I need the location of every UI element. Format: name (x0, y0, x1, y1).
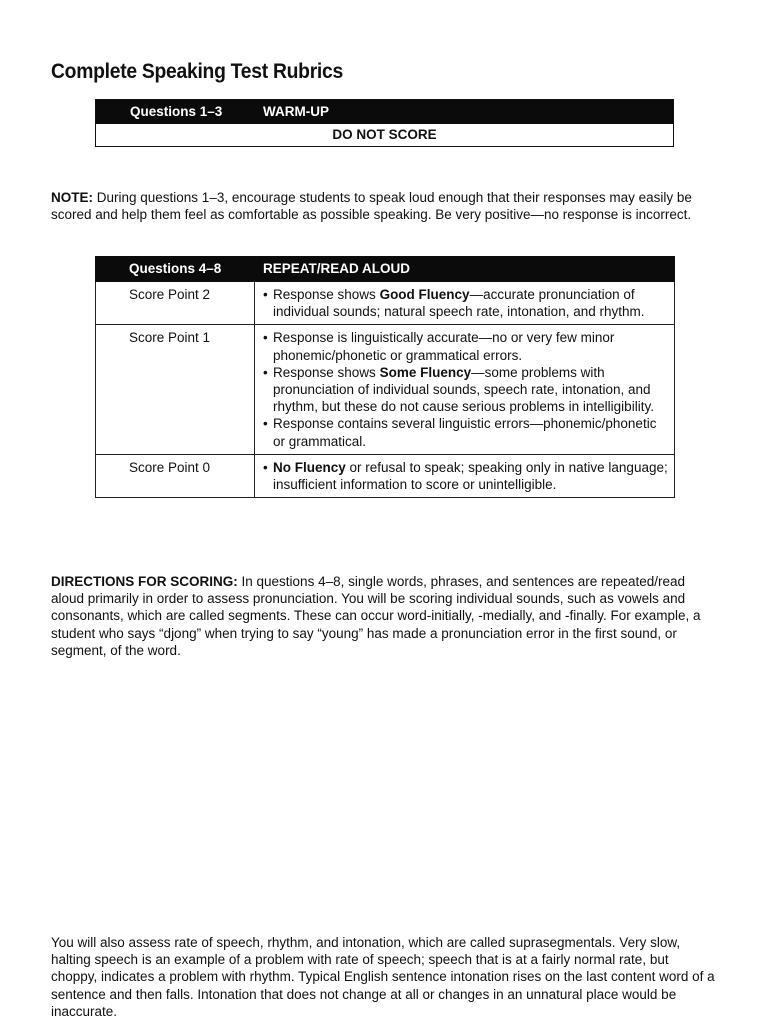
bullet-item (263, 364, 668, 416)
fluency-term: Good Fluency (379, 287, 470, 302)
bullet-item (263, 415, 668, 449)
page-title: Complete Speaking Test Rubrics (51, 60, 343, 83)
directions-lead: DIRECTIONS FOR SCORING: (51, 574, 238, 589)
rubric-header-row (96, 257, 675, 282)
rubric-header-task: REPEAT/READ ALOUD (255, 257, 675, 282)
rubric-row-score-0 (96, 454, 675, 497)
directions-text: In questions 4–8, single words, phrases, and sentences are repeated/read aloud primarily in order to assess pronunciation. You will be scoring individual sounds, such as vowels and consonants, which are called segments. These can occur word-initially, -medially, and -finally. For example, a student who says “djong” when trying to say “young” has made a pronunciation error in the first sound, or segment, of the word. (51, 574, 701, 658)
rubric-row-score-2 (96, 282, 675, 325)
rubric-header-questions: Questions 4–8 (96, 257, 255, 282)
bullet-item (263, 329, 668, 363)
bullet-text: Response shows (273, 287, 380, 302)
bullet-list (263, 459, 668, 493)
warmup-table (95, 99, 674, 147)
score-point-label: Score Point 0 (96, 454, 255, 497)
warmup-instruction: DO NOT SCORE (332, 127, 437, 142)
warmup-table-header (96, 100, 673, 124)
directions-paragraph (51, 573, 717, 659)
score-description (255, 325, 675, 454)
score-point-label: Score Point 1 (96, 325, 255, 454)
fluency-term: No Fluency (273, 459, 346, 475)
note-lead: NOTE: (51, 190, 93, 205)
score-description (255, 454, 675, 497)
fluency-term: Some Fluency (379, 364, 472, 380)
rubric-table (95, 256, 675, 498)
bullet-text: —some problems with pronunciation of individual sounds, speech rate, intonation, and rhythm, but these do not cause serious problems in intelligibility. (273, 364, 654, 415)
note-paragraph (51, 189, 717, 223)
bullet-text: —accurate pronunciation of individual sounds; natural speech rate, intonation, and rhythm. (273, 287, 645, 320)
score-description (255, 282, 675, 325)
warmup-task-label: WARM-UP (263, 104, 329, 119)
bullet-list (263, 286, 668, 320)
bullet-text: or refusal to speak; speaking only in native language; insufficient information to score or unintelligible. (273, 459, 668, 493)
bullet-text: Response is linguistically accurate—no or very few minor phonemic/phonetic or grammatical errors. (273, 330, 615, 363)
score-point-label: Score Point 2 (96, 282, 255, 325)
suprasegmentals-paragraph: You will also assess rate of speech, rhythm, and intonation, which are called suprasegmentals. Very slow, halting speech is an example of a problem with rate of speech; speech that is at a fairly normal rate, but choppy, indicates a problem with rhythm. Typical English sentence intonation rises on the last content word of a sentence and then falls. Intonation that does not change at all or changes in an unnatural place would be inaccurate. (51, 935, 715, 1019)
bullet-text: Response contains several linguistic errors—phonemic/phonetic or grammatical. (273, 416, 657, 449)
warmup-questions-label: Questions 1–3 (130, 104, 223, 119)
bullet-list (263, 329, 668, 449)
bullet-item (263, 286, 668, 320)
rubric-row-score-1 (96, 325, 675, 454)
bullet-item (263, 459, 668, 493)
bullet-text: Response shows (273, 364, 380, 380)
note-text: During questions 1–3, encourage students to speak loud enough that their responses may easily be scored and help them feel as comfortable as possible speaking. Be very positive—no response is incorrect. (51, 190, 692, 223)
